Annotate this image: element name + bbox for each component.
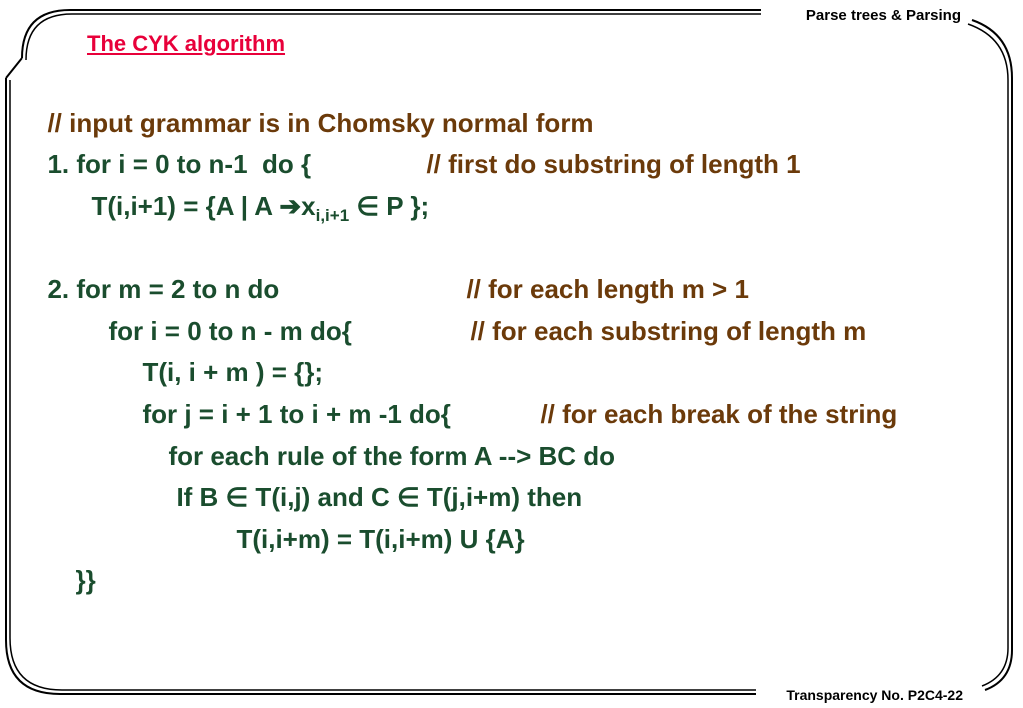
comment-loop-j: // for each break of the string: [540, 399, 898, 429]
code-init-empty: T(i, i + m ) = {};: [142, 357, 324, 387]
comment-loop-i: // for each substring of length m: [470, 316, 867, 346]
code-step-1: 1. for i = 0 to n-1 do {: [47, 149, 312, 179]
line-9: [222, 500, 525, 552]
code-init-pre: T(i,i+1) = {A | A: [91, 191, 280, 221]
code-close-braces: }}: [75, 565, 96, 595]
code-loop-rule: for each rule of the form A --> BC do: [168, 441, 616, 471]
code-init-post: ∈ P };: [349, 191, 430, 221]
line-1-comment: [412, 125, 801, 177]
footer-label: Transparency No. P2C4-22: [782, 687, 967, 703]
line-10: [61, 541, 96, 593]
comment-cnf: // input grammar is in Chomsky normal form: [47, 108, 594, 138]
comment-step-1: // first do substring of length 1: [426, 149, 801, 179]
code-union: T(i,i+m) = T(i,i+m) U {A}: [236, 524, 525, 554]
code-if: If B ∈ T(i,j) and C ∈ T(j,i+m) then: [176, 482, 583, 512]
arrow-icon: ➔: [279, 191, 302, 221]
comment-step-2: // for each length m > 1: [466, 274, 749, 304]
slide-title: The CYK algorithm: [87, 31, 286, 56]
line-4-comment: [456, 292, 866, 344]
code-loop-i: for i = 0 to n - m do{: [108, 316, 352, 346]
code-init-x: x: [301, 191, 316, 221]
code-loop-j: for j = i + 1 to i + m -1 do{: [142, 399, 451, 429]
header-label: Parse trees & Parsing: [802, 7, 965, 24]
line-2: [77, 167, 430, 225]
code-step-2: 2. for m = 2 to n do: [47, 274, 280, 304]
code-init-subscript: i,i+1: [315, 206, 350, 225]
